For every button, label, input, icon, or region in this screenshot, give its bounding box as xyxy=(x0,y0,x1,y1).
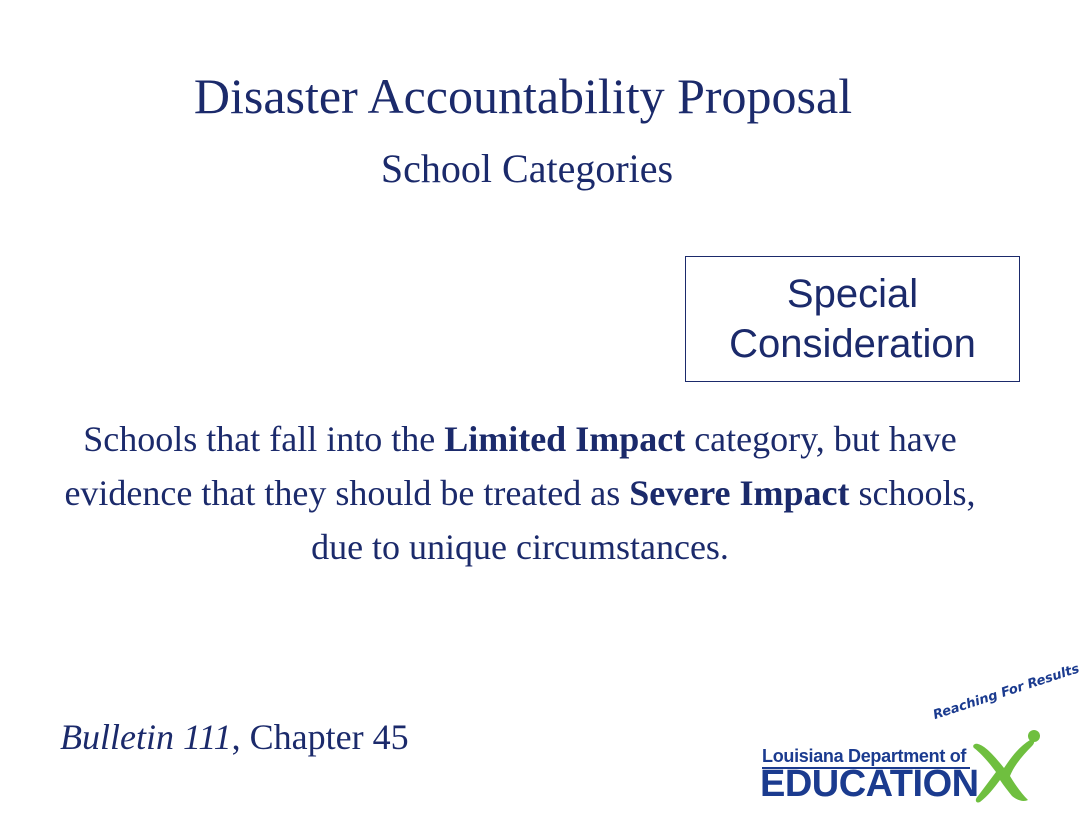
category-box xyxy=(685,256,1020,382)
category-description xyxy=(40,412,1000,574)
logo-tagline: Reaching For Results xyxy=(931,661,1081,723)
citation xyxy=(60,714,409,760)
logo-line-2: EDUCATION xyxy=(760,763,979,805)
citation-chapter: , Chapter 45 xyxy=(231,717,409,757)
description-text-2: category, but have evidence that they should be treated as xyxy=(64,419,957,513)
description-text-3: schools, due to unique circumstances. xyxy=(311,473,976,567)
louisiana-doe-logo xyxy=(760,661,1081,806)
description-text-1: Schools that fall into the xyxy=(83,419,445,459)
description-bold-severe-impact: Severe Impact xyxy=(629,473,850,513)
slide-subtitle: School Categories xyxy=(380,146,674,191)
description-bold-limited-impact: Limited Impact xyxy=(444,419,686,459)
category-box-line-1: Special xyxy=(786,272,919,316)
category-box-line-2: Consideration xyxy=(729,322,976,366)
slide-title: Disaster Accountability Proposal xyxy=(193,68,853,124)
citation-bulletin: Bulletin 111 xyxy=(60,717,232,757)
logo-line-1: Louisiana Department of xyxy=(762,746,967,766)
